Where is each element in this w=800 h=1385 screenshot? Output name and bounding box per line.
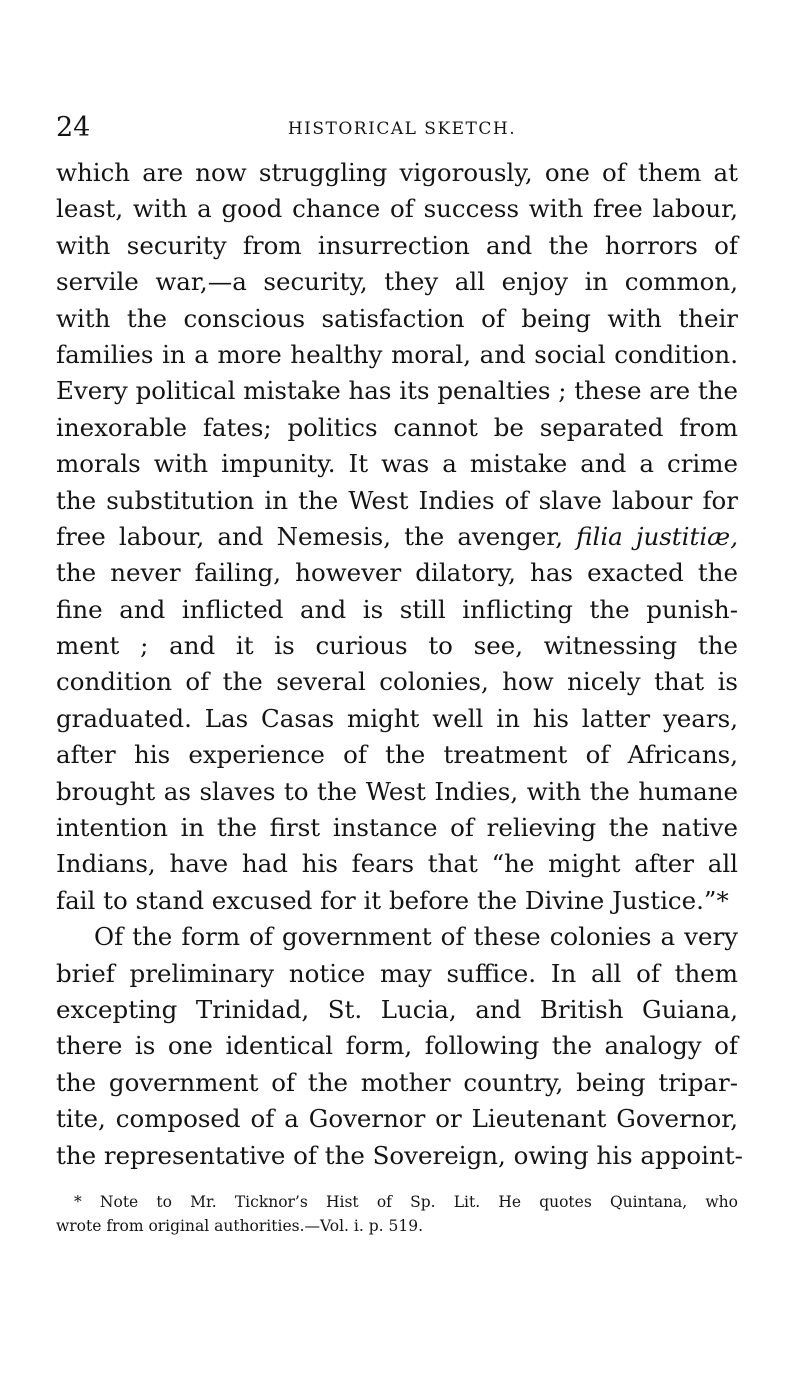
text-line: servile war,—a security, they all enjoy in common, [56,267,738,297]
page-number: 24 [56,112,91,143]
text-line: the substitution in the West Indies of slave labour for [56,485,738,515]
text-line: least, with a good chance of success with free labour, [56,194,738,224]
text-line-with-italic [56,519,738,555]
text-line: ment ; and it is curious to see, witnessing the [56,631,738,661]
italic-phrase: filia justitiæ, [576,521,738,551]
text-line: the government of the mother country, being tripar- [56,1067,738,1097]
text-line: there is one identical form, following the analogy of [56,1031,738,1061]
text-line: families in a more healthy moral, and social condition. [56,339,738,369]
text-line: after his experience of the treatment of Africans, [56,740,738,770]
body-text [56,155,743,1174]
text-line: with security from insurrection and the horrors of [56,230,738,260]
paragraph-start-line: Of the form of government of these colonies a very [94,922,738,952]
text-line: with the conscious satisfaction of being with their [56,303,738,333]
footnote-line: wrote from original authorities.—Vol. i. p. 519. [56,1217,424,1235]
text-line: tite, composed of a Governor or Lieutenant Governor, [56,1104,738,1134]
text-line: excepting Trinidad, St. Lucia, and British Guiana, [56,994,738,1024]
text-line: condition of the several colonies, how nicely that is [56,667,738,697]
text-line: morals with impunity. It was a mistake and a crime [56,449,738,479]
text-line: brief preliminary notice may suffice. In all of them [56,958,738,988]
text-line: graduated. Las Casas might well in his latter years, [56,703,738,733]
text-line: which are now struggling vigorously, one of them at [56,158,738,187]
text-segment: free labour, and Nemesis, the avenger, [56,521,564,551]
text-line: fail to stand excused for it before the Divine Justice.”* [56,885,729,915]
footnote [56,1190,738,1238]
text-line: the never failing, however dilatory, has exacted the [56,558,738,588]
text-line: Indians, have had his fears that “he might after all [56,849,738,879]
text-line: inexorable fates; politics cannot be separated from [56,412,738,442]
footnote-line: * Note to Mr. Ticknor’s Hist of Sp. Lit. He quotes Quintana, who [74,1193,738,1211]
text-line: fine and inflicted and is still inflicting the punish- [56,594,738,624]
text-line: brought as slaves to the West Indies, with the humane [56,776,738,806]
running-head: HISTORICAL SKETCH. [287,119,517,139]
page-header [56,112,756,144]
text-line: Every political mistake has its penalties ; these are the [56,376,739,406]
text-line: the representative of the Sovereign, owing his appoint- [56,1140,743,1170]
text-line: intention in the first instance of relieving the native [56,813,738,843]
